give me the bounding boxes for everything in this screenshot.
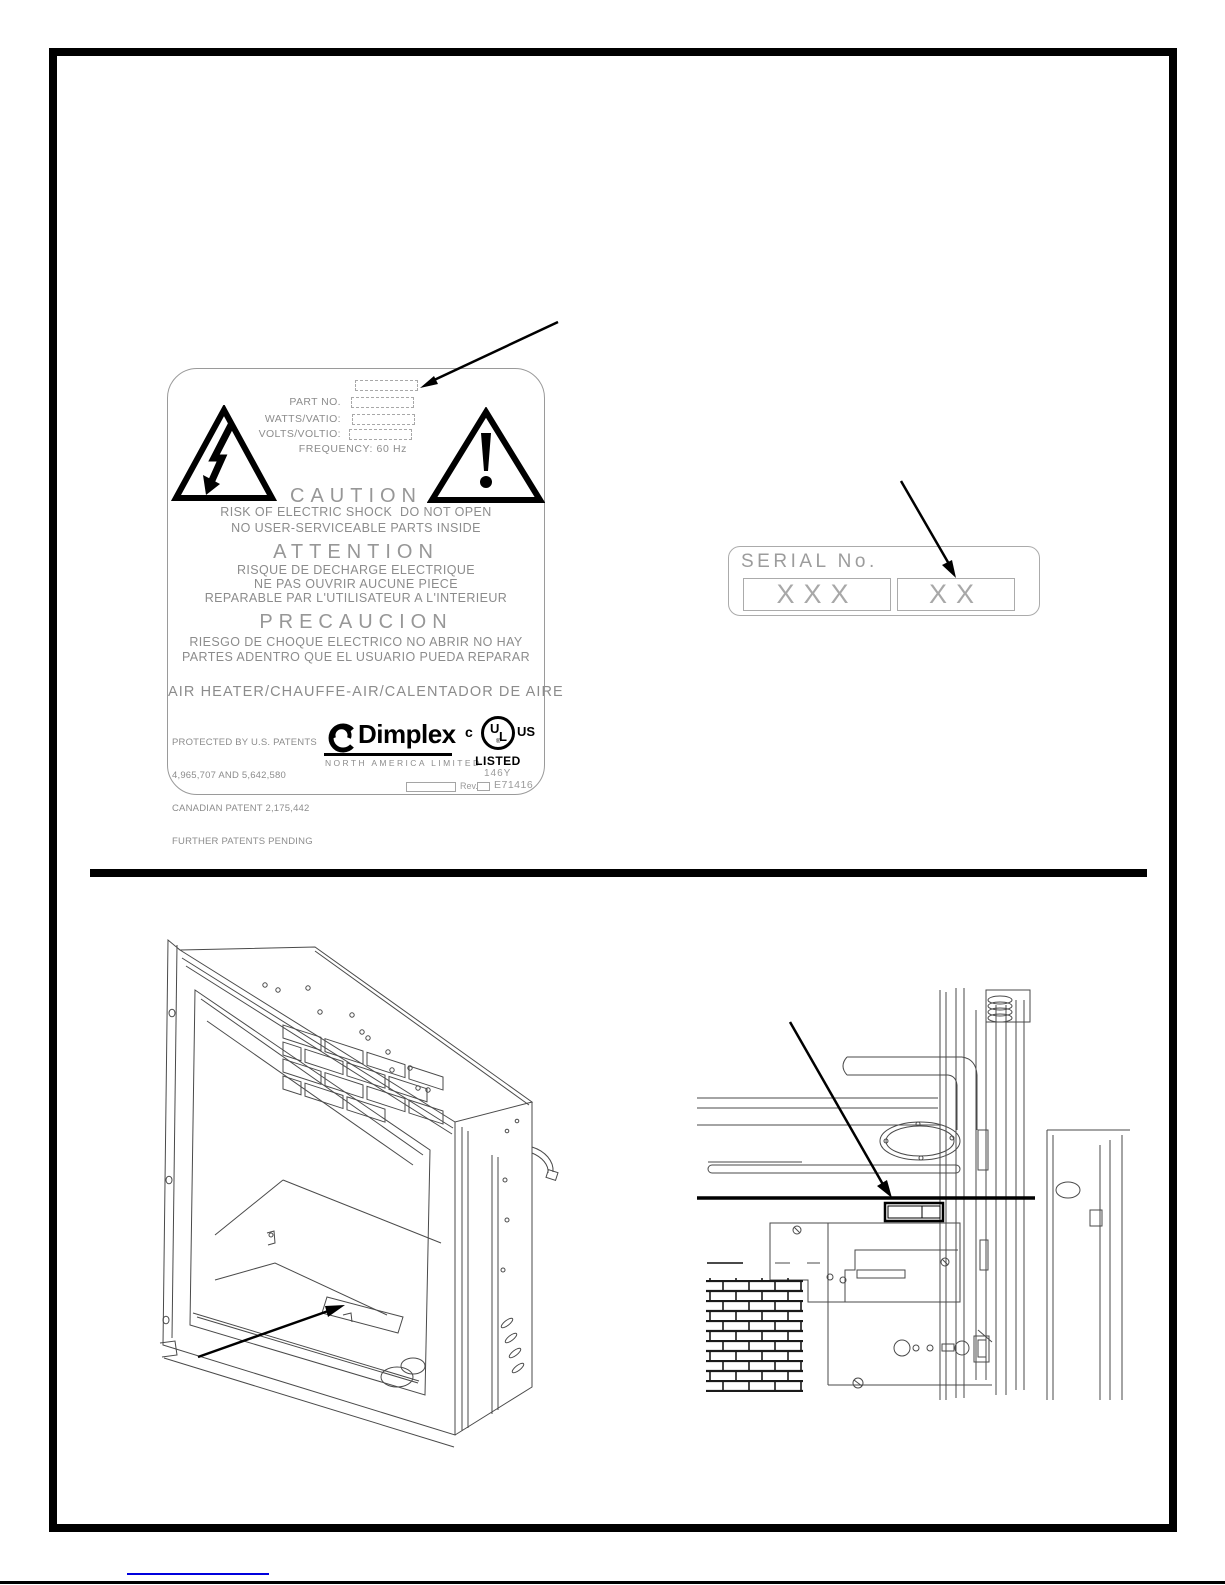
patents-line: PROTECTED BY U.S. PATENTS (172, 737, 317, 748)
rating-label (167, 368, 564, 847)
attention-heading: ATTENTION (273, 541, 439, 563)
conduit-tube (843, 1057, 977, 1130)
part-no-label: PART NO. (289, 396, 341, 408)
serial-value-box: XX (897, 578, 1015, 611)
frame-channel (940, 988, 1030, 1400)
label-code: 146Y (484, 768, 512, 779)
power-cord (532, 1147, 558, 1180)
precaucion-heading: PRECAUCION (259, 611, 453, 633)
rev-value-box (477, 782, 490, 791)
firebox-front-frame (160, 940, 455, 1447)
firebox-right-panel (455, 1102, 558, 1435)
serial-no-title: SERIAL No. (741, 551, 878, 572)
brand-subtitle: NORTH AMERICA LIMITED (325, 758, 482, 768)
caution-label-location (322, 1297, 403, 1333)
serial-value-box: XXX (743, 578, 891, 611)
patents-line: CANADIAN PATENT 2,175,442 (172, 803, 310, 814)
ul-c-letter: c (465, 724, 473, 740)
serial-location-detail-drawing (690, 980, 1140, 1410)
brand-underline (324, 753, 452, 756)
fan-mount (880, 1122, 960, 1160)
volts-label: VOLTS/VOLTIO: (258, 428, 341, 440)
ul-file-number: E71416 (494, 779, 534, 791)
precaucion-line: PARTES ADENTRO QUE EL USUARIO PUEDA REPARAR (181, 650, 531, 664)
callout-arrow-serial-location (790, 1022, 892, 1198)
patents-line: 4,965,707 AND 5,642,580 (172, 770, 286, 781)
ul-listed-icon: U L ® (481, 716, 515, 750)
switch-and-knobs (894, 1336, 989, 1362)
caution-line: RISK OF ELECTRIC SHOCK DO NOT OPEN (220, 505, 492, 519)
callout-arrow-serial-label (880, 460, 980, 590)
watts-field-box (352, 414, 415, 425)
attention-line: REPARABLE PAR L'UTILISATEUR A L'INTERIEUR (204, 591, 508, 605)
ul-listed-text: LISTED (475, 754, 521, 768)
firebox-top-face (180, 947, 532, 1134)
product-name-line: AIR HEATER/CHAUFFE-AIR/CALENTADOR DE AIRE (168, 684, 564, 700)
watts-label: WATTS/VATIO: (264, 413, 341, 425)
bottom-rule (0, 1581, 1225, 1584)
callout-arrow-rating-label (400, 300, 575, 400)
right-trim-panel (1047, 1130, 1130, 1400)
firebox-isometric-drawing (155, 925, 575, 1455)
rev-label: Rev. (460, 781, 478, 791)
dimplex-flame-icon (324, 723, 356, 753)
patents-block (172, 715, 317, 869)
rev-field-box (406, 782, 456, 792)
patents-line: FURTHER PATENTS PENDING (172, 836, 313, 847)
brick-grid (706, 1278, 803, 1392)
attention-line: NE PAS OUVRIR AUCUNE PIECE (254, 577, 458, 591)
precaucion-line: RIESGO DE CHOQUE ELECTRICO NO ABRIR NO HAY (189, 635, 523, 649)
ul-us-letters: US (517, 724, 536, 739)
brand-name: Dimplex (358, 719, 456, 749)
section-divider (90, 869, 1147, 877)
vent-louvers (500, 1317, 525, 1375)
footer-link-underline[interactable] (127, 1573, 269, 1575)
firebox-opening-interior (190, 990, 443, 1395)
caution-line: NO USER-SERVICEABLE PARTS INSIDE (231, 521, 481, 535)
volts-field-box (349, 429, 412, 440)
caution-heading: CAUTION (290, 485, 422, 507)
attention-line: RISQUE DE DECHARGE ELECTRIQUE (236, 563, 476, 577)
serial-label-outline (885, 1203, 943, 1221)
frequency-label: FREQUENCY: 60 Hz (298, 443, 407, 455)
top-edge-lines (697, 1098, 960, 1173)
